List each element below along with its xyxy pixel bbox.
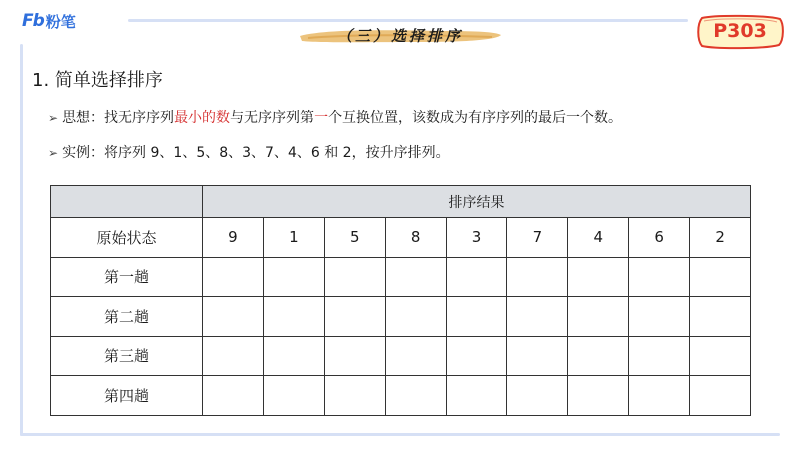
table-row	[51, 376, 751, 416]
logo-text: 粉笔	[45, 12, 76, 31]
table-cell	[385, 297, 446, 337]
table-cell	[203, 257, 264, 297]
table-cell: 7	[507, 218, 568, 258]
idea-middle: 与无序序列第	[230, 110, 315, 126]
table-cell	[568, 376, 629, 416]
table-cell	[263, 336, 324, 376]
table-cell	[507, 257, 568, 297]
table-cell	[568, 257, 629, 297]
table-cell	[324, 376, 385, 416]
row-label: 第一趟	[51, 257, 203, 297]
sort-result-table	[50, 185, 751, 416]
table-cell	[324, 297, 385, 337]
frame-left-line	[20, 44, 23, 436]
table-cell	[203, 336, 264, 376]
idea-highlight-first: 一	[314, 110, 329, 126]
logo-mark: Fb	[22, 11, 44, 31]
row-label: 第三趟	[51, 336, 203, 376]
table-corner-cell	[51, 186, 203, 218]
table-cell	[263, 257, 324, 297]
bullet-example	[48, 142, 450, 162]
table-cell	[629, 336, 690, 376]
arrow-bullet-icon: ➢	[48, 111, 59, 125]
table-cell	[446, 297, 507, 337]
table-cell	[690, 336, 751, 376]
table-cell	[446, 257, 507, 297]
table-cell: 2	[690, 218, 751, 258]
table-cell: 5	[324, 218, 385, 258]
row-label: 第四趟	[51, 376, 203, 416]
table-cell	[446, 376, 507, 416]
table-cell	[203, 376, 264, 416]
table-cell	[324, 336, 385, 376]
row-label: 第二趟	[51, 297, 203, 337]
brand-logo	[22, 12, 76, 30]
page-number-badge	[694, 12, 786, 52]
table-cell	[446, 336, 507, 376]
table-cell	[690, 297, 751, 337]
idea-prefix: 思想：找无序序列	[62, 110, 175, 126]
section-title-text: （三）选择排序	[336, 27, 463, 45]
table-row	[51, 218, 751, 258]
table-cell	[507, 336, 568, 376]
table-cell	[507, 376, 568, 416]
table-cell: 6	[629, 218, 690, 258]
table-cell: 8	[385, 218, 446, 258]
table-cell	[629, 376, 690, 416]
table-cell	[690, 376, 751, 416]
table-cell	[385, 336, 446, 376]
table-row	[51, 297, 751, 337]
row-label: 原始状态	[51, 218, 203, 258]
example-text: 实例：将序列 9、1、5、8、3、7、4、6 和 2，按升序排列。	[62, 145, 450, 161]
section-title	[296, 22, 504, 50]
topic-heading: 1. 简单选择排序	[32, 70, 163, 91]
table-cell	[385, 257, 446, 297]
table-cell	[568, 336, 629, 376]
bullet-idea	[48, 107, 622, 127]
table-cell	[568, 297, 629, 337]
table-cell: 4	[568, 218, 629, 258]
table-cell	[629, 257, 690, 297]
idea-highlight-smallest: 最小的数	[174, 110, 231, 126]
arrow-bullet-icon: ➢	[48, 146, 59, 160]
table-cell: 9	[203, 218, 264, 258]
page-number-text: P303	[713, 20, 767, 42]
table-cell	[263, 297, 324, 337]
table-row	[51, 257, 751, 297]
table-row	[51, 336, 751, 376]
table-header-row	[51, 186, 751, 218]
table-cell	[324, 257, 385, 297]
idea-suffix: 个互换位置，该数成为有序序列的最后一个数。	[328, 110, 623, 126]
table-cell	[263, 376, 324, 416]
table-cell	[690, 257, 751, 297]
table-cell	[203, 297, 264, 337]
table-cell	[629, 297, 690, 337]
table-header-cell: 排序结果	[203, 186, 751, 218]
table-cell	[385, 376, 446, 416]
table-cell: 3	[446, 218, 507, 258]
frame-bottom-line	[20, 433, 780, 436]
table-cell: 1	[263, 218, 324, 258]
table-cell	[507, 297, 568, 337]
